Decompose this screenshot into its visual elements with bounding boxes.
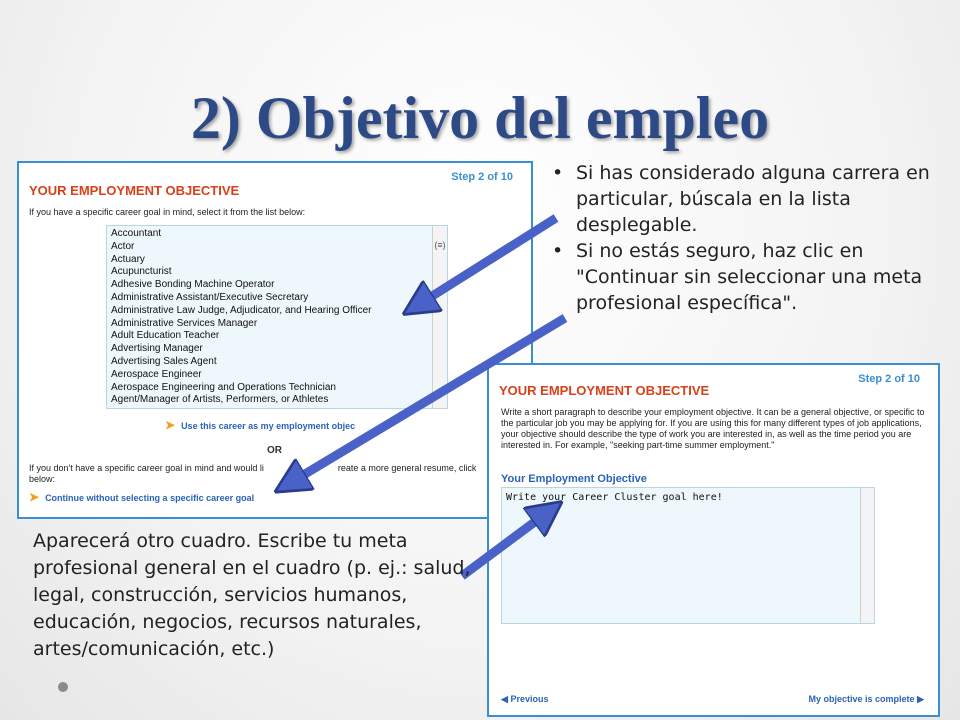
objective-subheading: Your Employment Objective [501, 473, 647, 485]
continue-without-goal-link[interactable]: ➤ Continue without selecting a specific career goal [29, 490, 255, 504]
career-option[interactable]: Advertising Manager [111, 343, 203, 355]
career-option[interactable]: Adult Education Teacher [111, 330, 220, 342]
callout-arrow-continue [290, 318, 565, 483]
orange-triangle-right-icon: ➤ [165, 418, 176, 432]
career-option[interactable]: Aerospace Engineering and Operations Technician [111, 381, 336, 393]
career-option[interactable]: Acupuncturist [111, 266, 172, 278]
or-divider: OR [267, 445, 282, 456]
career-option[interactable]: Administrative Assistant/Executive Secretary [111, 291, 309, 303]
previous-button[interactable]: ◀ Previous [501, 694, 549, 704]
panel-title: YOUR EMPLOYMENT OBJECTIVE [29, 183, 240, 198]
no-goal-text: If you don't have a specific career goal in mind and would li reate a more general resume, click [29, 463, 477, 473]
career-option[interactable]: Aerospace Engineer [111, 368, 202, 380]
career-option[interactable]: Accountant [111, 228, 162, 239]
explanation-note: Aparecerá otro cuadro. Escribe tu meta profesional general en el cuadro (p. ej.: salud, legal, construcción, servicios humanos, educación, negocios, recursos naturales, artes/comunicación, etc.) [33, 530, 471, 660]
no-goal-text-below: below: [29, 474, 56, 484]
orange-triangle-right-icon: ➤ [29, 490, 40, 504]
callout-arrow-listbox [418, 218, 556, 305]
bullet-item: • Si no estás seguro, haz clic en "Continuar sin seleccionar una meta profesional específica". [550, 238, 950, 316]
career-option[interactable]: Agent/Manager of Artists, Performers, or Athletes [111, 394, 329, 406]
objective-description: Write a short paragraph to describe your employment objective. It can be a general objective, or specific to the particular job you may be applying for. If you are using this for many different types of job applications, your objective should describe the type of work you are interested in, as well as the time period you are interested in. For example, "seeking part-time summer employment." [501, 407, 925, 450]
career-option[interactable]: Adhesive Bonding Machine Operator [111, 279, 275, 291]
instruction-text: If you have a specific career goal in mind, select it from the list below: [29, 207, 306, 217]
triangle-right-icon: ▶ [917, 694, 924, 704]
career-option[interactable]: Actor [111, 240, 135, 252]
objective-text: Write your Career Cluster goal here! [506, 492, 723, 503]
bullet-dot-icon [58, 682, 68, 692]
step-indicator: Step 2 of 10 [451, 171, 513, 183]
panel-title: YOUR EMPLOYMENT OBJECTIVE [499, 383, 710, 398]
use-career-link[interactable]: ➤ Use this career as my employment objec [165, 418, 356, 432]
career-option[interactable]: Administrative Law Judge, Adjudicator, and Hearing Officer [111, 304, 372, 316]
instruction-bullets [550, 160, 950, 316]
career-option[interactable]: Administrative Services Manager [111, 317, 258, 329]
objective-complete-button[interactable]: My objective is complete ▶ [808, 694, 924, 704]
step-indicator: Step 2 of 10 [858, 373, 920, 385]
scroll-grip-icon: (≡) [434, 240, 446, 250]
slide-title: 2) Objetivo del empleo [190, 85, 770, 151]
bullet-item: • Si has considerado alguna carrera en particular, búscala en la lista desplegable. [550, 160, 950, 238]
triangle-left-icon: ◀ [501, 694, 508, 704]
career-option[interactable]: Actuary [111, 253, 145, 265]
career-option[interactable]: Advertising Sales Agent [111, 355, 217, 367]
callout-arrow-textbox [462, 512, 548, 576]
